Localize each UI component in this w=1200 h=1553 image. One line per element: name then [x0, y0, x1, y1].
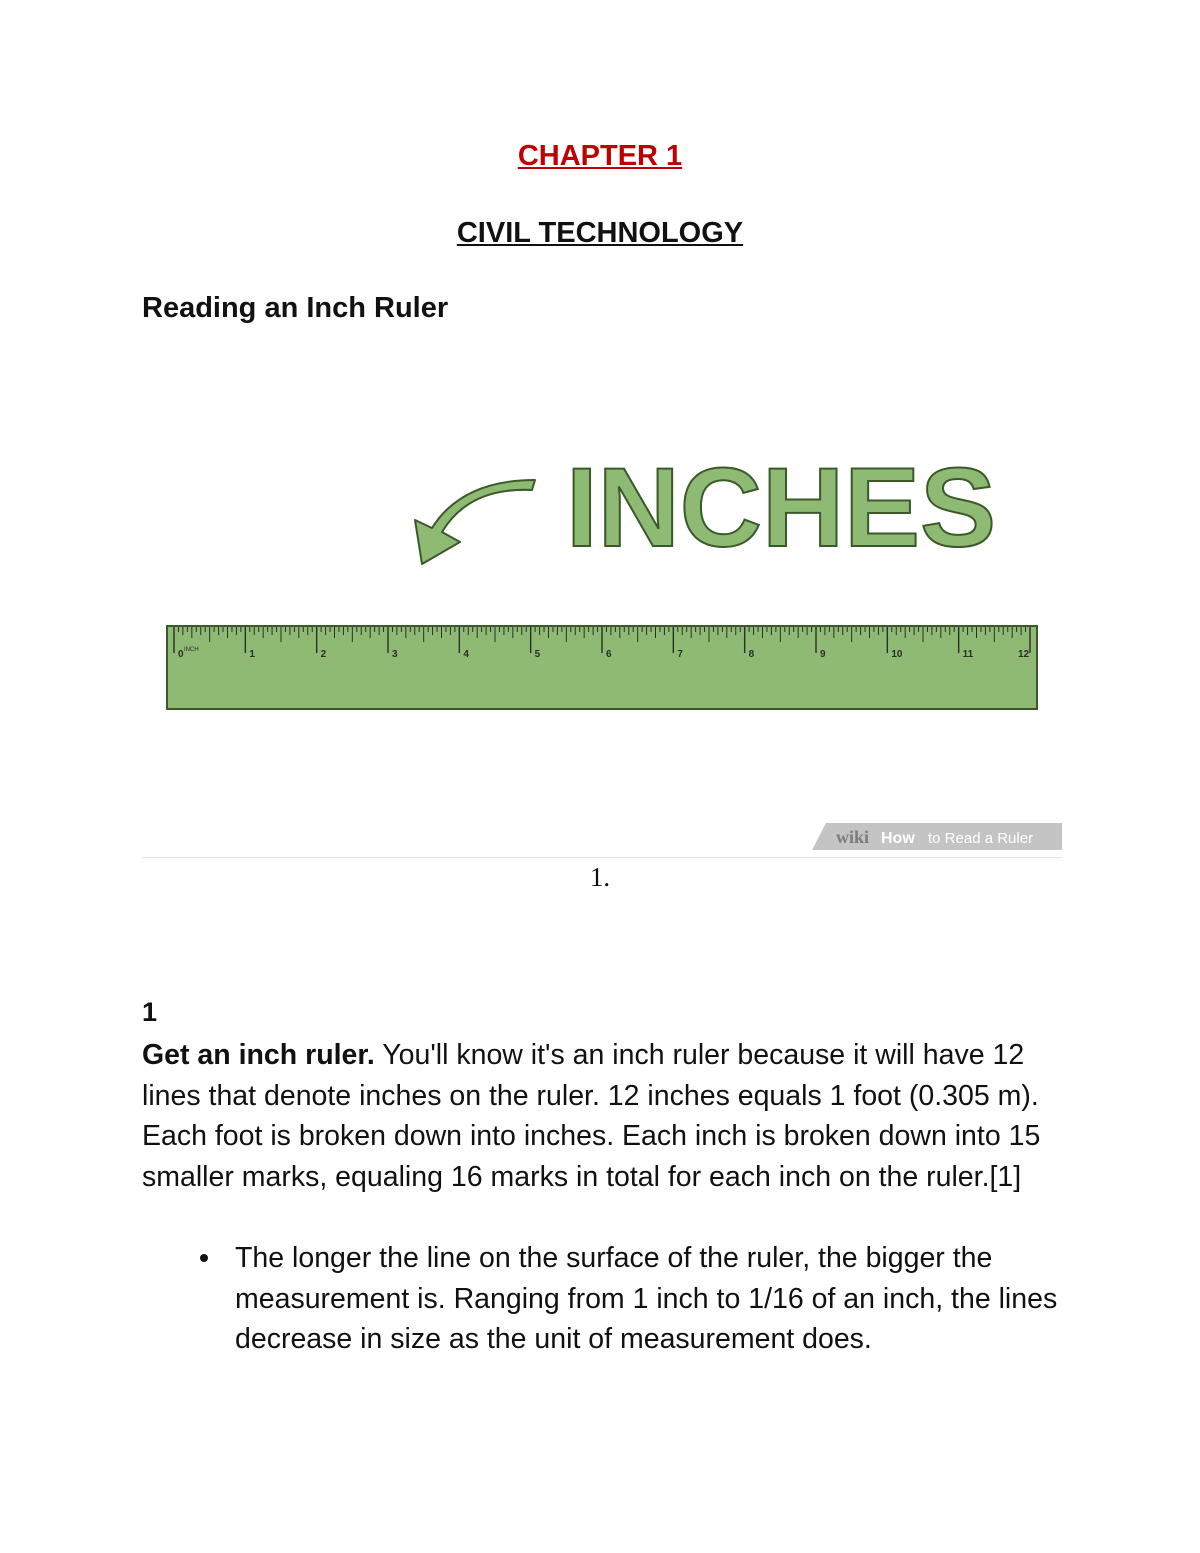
ruler-number: 3: [392, 649, 398, 660]
ruler-number: 10: [891, 649, 903, 660]
step-paragraph: [142, 1035, 1072, 1197]
ruler-number: 1: [249, 649, 255, 660]
bullet-icon: [200, 1254, 208, 1262]
ruler-number: 8: [748, 649, 755, 660]
list-item: [195, 1238, 1065, 1360]
step-bold-lead: Get an inch ruler.: [142, 1039, 375, 1071]
bullet-text: The longer the line on the surface of the ruler, the bigger the measurement is. Ranging from 1 inch to 1/16 of an inch, the lines decrease in size as the unit of measurement does.: [235, 1242, 1058, 1355]
ruler-number: 2: [320, 649, 327, 660]
ruler-number: 9: [820, 649, 826, 660]
figure-caption: 1.: [589, 862, 611, 892]
brand-how-text: How: [881, 830, 915, 847]
ruler-number: 12: [1018, 649, 1030, 660]
step-number: 1: [142, 997, 158, 1027]
ruler-number: 0: [178, 649, 184, 660]
step-body-text: You'll know it's an inch ruler because it will have 12 lines that denote inches on the ruler. 12 inches equals 1 foot (0.305 m). Each foot is broken down into inches. Each inch is broken down into 15 smaller marks, equaling 16 marks in total for each inch on the ruler.[1]: [142, 1039, 1041, 1193]
brand-wiki-text: wiki: [836, 827, 870, 847]
ruler-figure: [160, 440, 1070, 860]
ruler-number: 5: [534, 649, 541, 660]
wikihow-banner: [812, 823, 1062, 850]
inches-headline: INCHES: [566, 445, 996, 570]
figure-divider: [142, 857, 1062, 858]
ruler-number: 6: [606, 649, 612, 660]
ruler-number: 7: [677, 649, 683, 660]
ruler-number: 4: [463, 649, 469, 660]
section-heading: Reading an Inch Ruler: [142, 292, 449, 324]
ruler-number: 11: [962, 649, 974, 660]
subject-title: CIVIL TECHNOLOGY: [456, 217, 744, 249]
chapter-title: CHAPTER 1: [517, 140, 683, 172]
step-bullet-list: [195, 1238, 1065, 1360]
ruler-unit-label: INCH: [184, 647, 199, 653]
brand-tagline-text: to Read a Ruler: [928, 830, 1034, 847]
curved-arrow-icon: [415, 480, 535, 564]
